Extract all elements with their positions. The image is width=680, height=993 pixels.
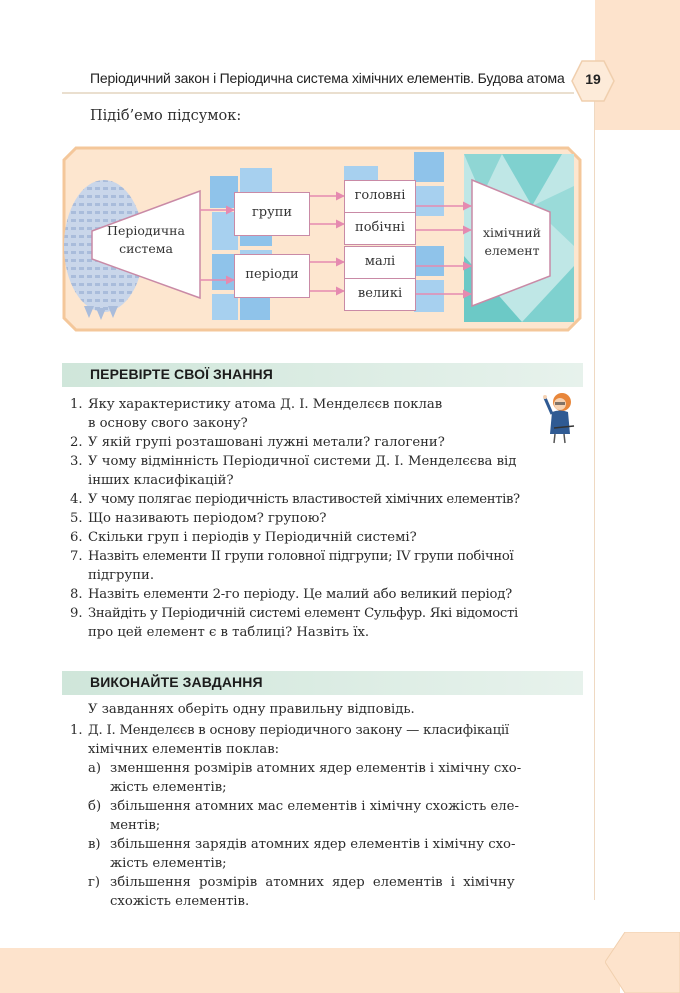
page-number-badge [571,60,615,102]
option-letter: г) [88,875,101,890]
bottom-band-decoration [0,948,620,993]
question-text-cont: в основу свого закону? [88,416,248,431]
answer-option-v[interactable] [88,835,580,873]
summary-title: Підіб’емо підсумок: [90,108,242,124]
tasks-header [62,671,583,695]
option-letter: в) [88,837,101,852]
question-number: 8. [70,587,83,602]
question-number: 3. [70,454,83,469]
question-text: Що називають періодом? групою? [88,511,327,526]
question-text: Назвіть елементи 2-го періоду. Це малий або великий період? [88,587,513,602]
question-number: 7. [70,549,83,564]
question-number: 2. [70,435,83,450]
question-text: У чому полягає періодичність властивостей хімічних елементів? [88,492,520,507]
question-item [70,528,590,547]
option-text-cont: жість елементів; [110,856,227,871]
option-text: збільшення розмірів атомних ядер елементів і хімічну [110,875,515,890]
option-text: збільшення атомних мас елементів і хімічну схожість еле- [110,799,519,814]
diagram-source-label [92,222,200,258]
task-item [70,721,590,759]
main-subgroups-box: головні [344,180,416,213]
question-item [70,490,590,509]
groups-box: групи [234,192,310,236]
check-knowledge-header [62,363,583,387]
small-periods-box: малі [344,246,416,279]
option-letter: а) [88,761,102,776]
answer-options [88,759,580,911]
periods-box: періоди [234,254,310,298]
source-line-2: система [119,241,173,256]
question-item [70,604,590,642]
question-text-cont: підгрупи. [88,568,155,583]
bottom-hexagon-decoration [605,932,680,993]
answer-option-b[interactable] [88,797,580,835]
answer-option-a[interactable] [88,759,580,797]
option-text-cont: ментів; [110,818,161,833]
source-line-1: Періодична [107,223,185,238]
option-text: зменшення розмірів атомних ядер елементів і хімічну схо- [110,761,522,776]
question-item [70,395,590,433]
question-number: 4. [70,492,83,507]
target-line-1: хімічний [482,225,542,240]
answer-option-g[interactable] [88,873,580,911]
task-1 [70,721,590,759]
question-text: У якій групі розташовані лужні метали? галогени? [88,435,445,450]
question-number: 9. [70,606,83,621]
option-text-cont: схожість елементів. [110,894,250,909]
teacher-illustration [540,390,580,446]
question-text: Назвіть елементи II групи головної підгрупи; IV групи побічної [88,549,514,564]
side-subgroups-box: побічні [344,212,416,245]
task-text: Д. І. Менделєєв в основу періодичного закону — класифікації [88,723,509,738]
question-text: У чому відмінність Періодичної системи Д. І. Менделєєва від [88,454,517,469]
target-line-2: елемент [484,243,540,258]
question-text-cont: інших класифікацій? [88,473,234,488]
tasks-title: ВИКОНАЙТЕ ЗАВДАННЯ [90,674,263,690]
check-knowledge-title: ПЕРЕВІРТЕ СВОЇ ЗНАННЯ [90,366,273,382]
question-number: 5. [70,511,83,526]
question-number: 6. [70,530,83,545]
knowledge-questions-list [70,395,590,642]
task-text-cont: хімічних елементів поклав: [88,742,280,757]
question-item [70,433,590,452]
large-periods-box: великі [344,278,416,311]
question-item [70,547,590,585]
page-margin-line [594,100,595,900]
diagram-target-label [474,224,550,260]
page-number: 19 [585,71,601,87]
question-text-cont: про цей елемент є в таблиці? Назвіть їх. [88,625,370,640]
question-item [70,509,590,528]
periodic-system-diagram [62,146,582,332]
header-divider [62,92,574,94]
task-number: 1. [70,723,83,738]
option-letter: б) [88,799,102,814]
question-text: Яку характеристику атома Д. І. Менделєєв поклав [88,397,443,412]
tasks-intro: У завданнях оберіть одну правильну відповідь. [88,702,415,717]
question-text: Скільки груп і періодів у Періодичній системі? [88,530,417,545]
option-text-cont: жість елементів; [110,780,227,795]
question-text: Знайдіть у Періодичній системі елемент Сульфур. Які відомості [88,606,518,621]
question-item [70,452,590,490]
running-title: Періодичний закон і Періодична система хімічних елементів. Будова атома [90,70,565,86]
option-text: збільшення зарядів атомних ядер елементів і хімічну схо- [110,837,516,852]
question-number: 1. [70,397,83,412]
question-item [70,585,590,604]
